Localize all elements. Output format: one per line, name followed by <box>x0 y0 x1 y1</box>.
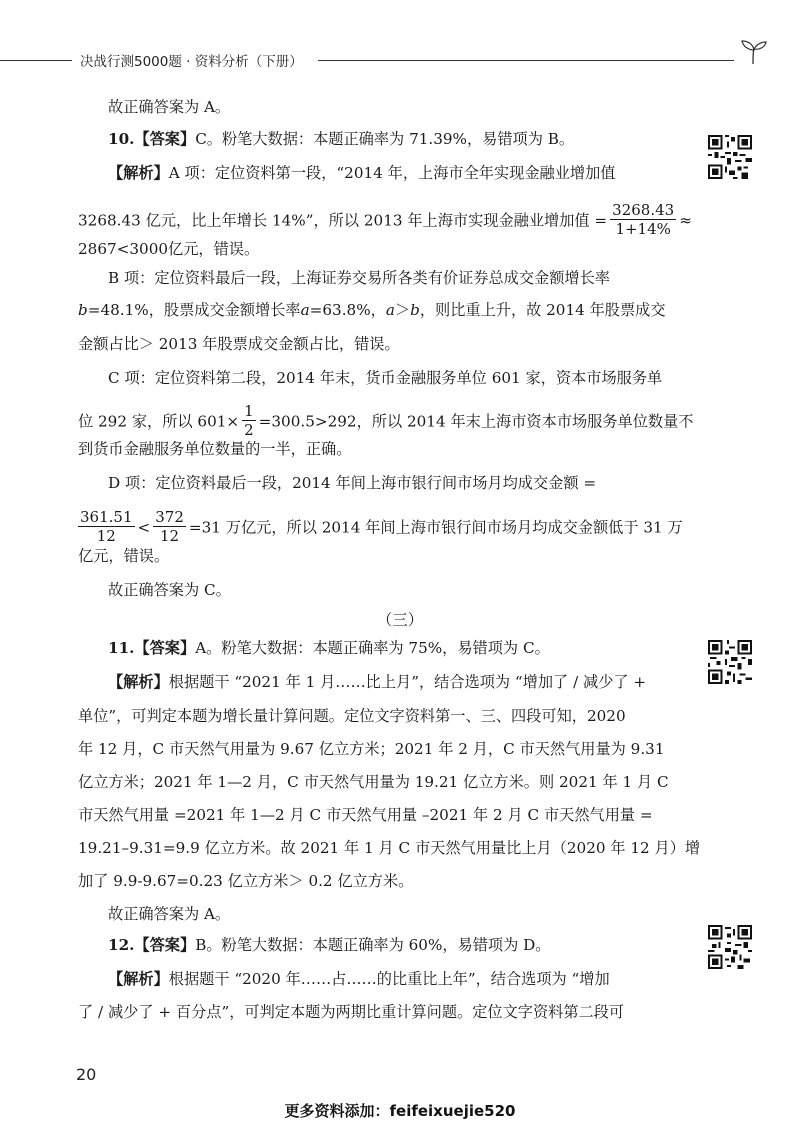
text: A 项：定位资料第一段，“2014 年，上海市全年实现金融业增加值 <box>168 164 616 182</box>
numerator: 1 <box>244 402 254 420</box>
analysis-tag: 【解析】 <box>108 164 169 182</box>
q10-option-b: B 项：定位资料最后一段，上海证券交易所各类有价证券总成交金额增长率 <box>108 269 610 287</box>
q12-summary: B。粉笔大数据：本题正确率为 60%，易错项为 D。 <box>195 936 551 954</box>
q10-option-d: 亿元，错误。 <box>78 547 170 565</box>
q11-analysis-line: 亿立方米；2021 年 1—2 月，C 市天然气用量为 19.21 亿立方米。则 2021 年 1 月 C <box>78 773 669 791</box>
denominator: 2 <box>244 421 254 439</box>
fraction <box>153 508 186 545</box>
fraction <box>78 508 135 545</box>
answer-tag: 10.【答案】 <box>108 130 196 148</box>
variable: b <box>410 301 420 319</box>
answer-tag: 12.【答案】 <box>108 936 196 954</box>
running-header <box>0 48 800 72</box>
text: 3268.43 亿元，比上年增长 14%”，所以 2013 年上海市实现金融业增加值 = <box>78 211 608 230</box>
q10-option-b <box>78 300 666 320</box>
q10-option-d: D 项：定位资料最后一段，2014 年间上海市银行间市场月均成交金额 = <box>108 474 597 492</box>
q10-option-c <box>78 404 693 441</box>
numerator: 372 <box>155 508 184 526</box>
denominator: 12 <box>160 527 180 545</box>
qr-code-icon[interactable] <box>708 135 752 179</box>
q11-analysis-line: 市天然气用量 =2021 年 1—2 月 C 市天然气用量 –2021 年 2 月 C 市天然气用量 = <box>78 806 653 824</box>
answer-tag: 11.【答案】 <box>108 639 196 657</box>
q11-analysis-line <box>108 672 646 692</box>
variable: a <box>385 301 395 319</box>
numerator: 3268.43 <box>612 201 675 219</box>
qr-code-icon[interactable] <box>708 925 752 969</box>
sprout-icon <box>738 38 768 66</box>
q11-analysis-line: 单位”，可判定本题为增长量计算问题。定位文字资料第一、三、四段可知，2020 <box>78 707 626 725</box>
denominator: 12 <box>96 527 116 545</box>
q12-analysis-line: 了 / 减少了 + 百分点”，可判定本题为两期比重计算问题。定位文字资料第二段可 <box>78 1003 625 1021</box>
q12-analysis-line <box>108 969 610 989</box>
q10-analysis-line <box>78 203 692 240</box>
q10-option-c: C 项：定位资料第二段，2014 年末，货币金融服务单位 601 家，资本市场服务单 <box>108 369 663 387</box>
fraction <box>242 402 256 439</box>
variable: a <box>300 301 310 319</box>
q10-option-c: 到货币金融服务单位数量的一半，正确。 <box>78 440 352 458</box>
text: 位 292 家，所以 601× <box>78 412 240 431</box>
footer-note: 更多资料添加：feifeixuejie520 <box>284 1102 516 1120</box>
text: =300.5>292，所以 2014 年末上海市资本市场服务单位数量不 <box>258 412 694 431</box>
text: < <box>137 518 151 537</box>
numerator: 361.51 <box>80 508 133 526</box>
text: 根据题干 “2021 年 1 月……比上月”，结合选项为 “增加了 / 减少了 + <box>168 673 647 691</box>
text: ＞ <box>394 301 411 319</box>
fraction <box>610 201 676 238</box>
denominator: 1+14% <box>615 220 671 238</box>
section-heading: （三） <box>376 611 424 629</box>
q10-analysis-line: 2867<3000亿元，错误。 <box>78 240 260 258</box>
text: =31 万亿元，所以 2014 年间上海市银行间市场月均成交金额低于 31 万 <box>188 518 683 537</box>
text: ≈ <box>679 211 692 230</box>
answer-line: 故正确答案为 A。 <box>108 905 231 923</box>
qr-code-icon[interactable] <box>708 640 752 684</box>
q11-heading <box>108 638 550 658</box>
analysis-tag: 【解析】 <box>108 970 169 988</box>
q10-heading <box>108 129 574 149</box>
answer-line: 故正确答案为 C。 <box>108 581 231 599</box>
q11-analysis-line: 19.21–9.31=9.9 亿立方米。故 2021 年 1 月 C 市天然气用量比上月（2020 年 12 月）增 <box>78 839 701 857</box>
text: =48.1%，股票成交金额增长率 <box>87 301 301 319</box>
header-rule-right <box>318 60 734 61</box>
page-number: 20 <box>76 1065 97 1084</box>
q11-analysis-line: 年 12 月，C 市天然气用量为 9.67 亿立方米；2021 年 2 月，C 市天然气用量为 9.31 <box>78 740 665 758</box>
header-title: 决战行测5000题 · 资料分析（下册） <box>80 54 303 70</box>
q11-summary: A。粉笔大数据：本题正确率为 75%，易错项为 C。 <box>195 639 550 657</box>
text: 根据题干 “2020 年……占……的比重比上年”，结合选项为 “增加 <box>168 970 610 988</box>
q10-option-b: 金额占比＞ 2013 年股票成交金额占比，错误。 <box>78 335 400 353</box>
q10-option-d <box>78 510 683 547</box>
q10-analysis-line <box>108 163 615 183</box>
q10-summary: C。粉笔大数据：本题正确率为 71.39%，易错项为 B。 <box>195 130 575 148</box>
header-rule-left <box>0 60 72 61</box>
variable: b <box>78 301 88 319</box>
text: =63.8%， <box>309 301 386 319</box>
answer-line: 故正确答案为 A。 <box>108 98 231 116</box>
text: ，则比重上升，故 2014 年股票成交 <box>419 301 666 319</box>
analysis-tag: 【解析】 <box>108 673 169 691</box>
q11-analysis-line: 加了 9.9-9.67=0.23 亿立方米＞ 0.2 亿立方米。 <box>78 872 414 890</box>
q12-heading <box>108 935 551 955</box>
